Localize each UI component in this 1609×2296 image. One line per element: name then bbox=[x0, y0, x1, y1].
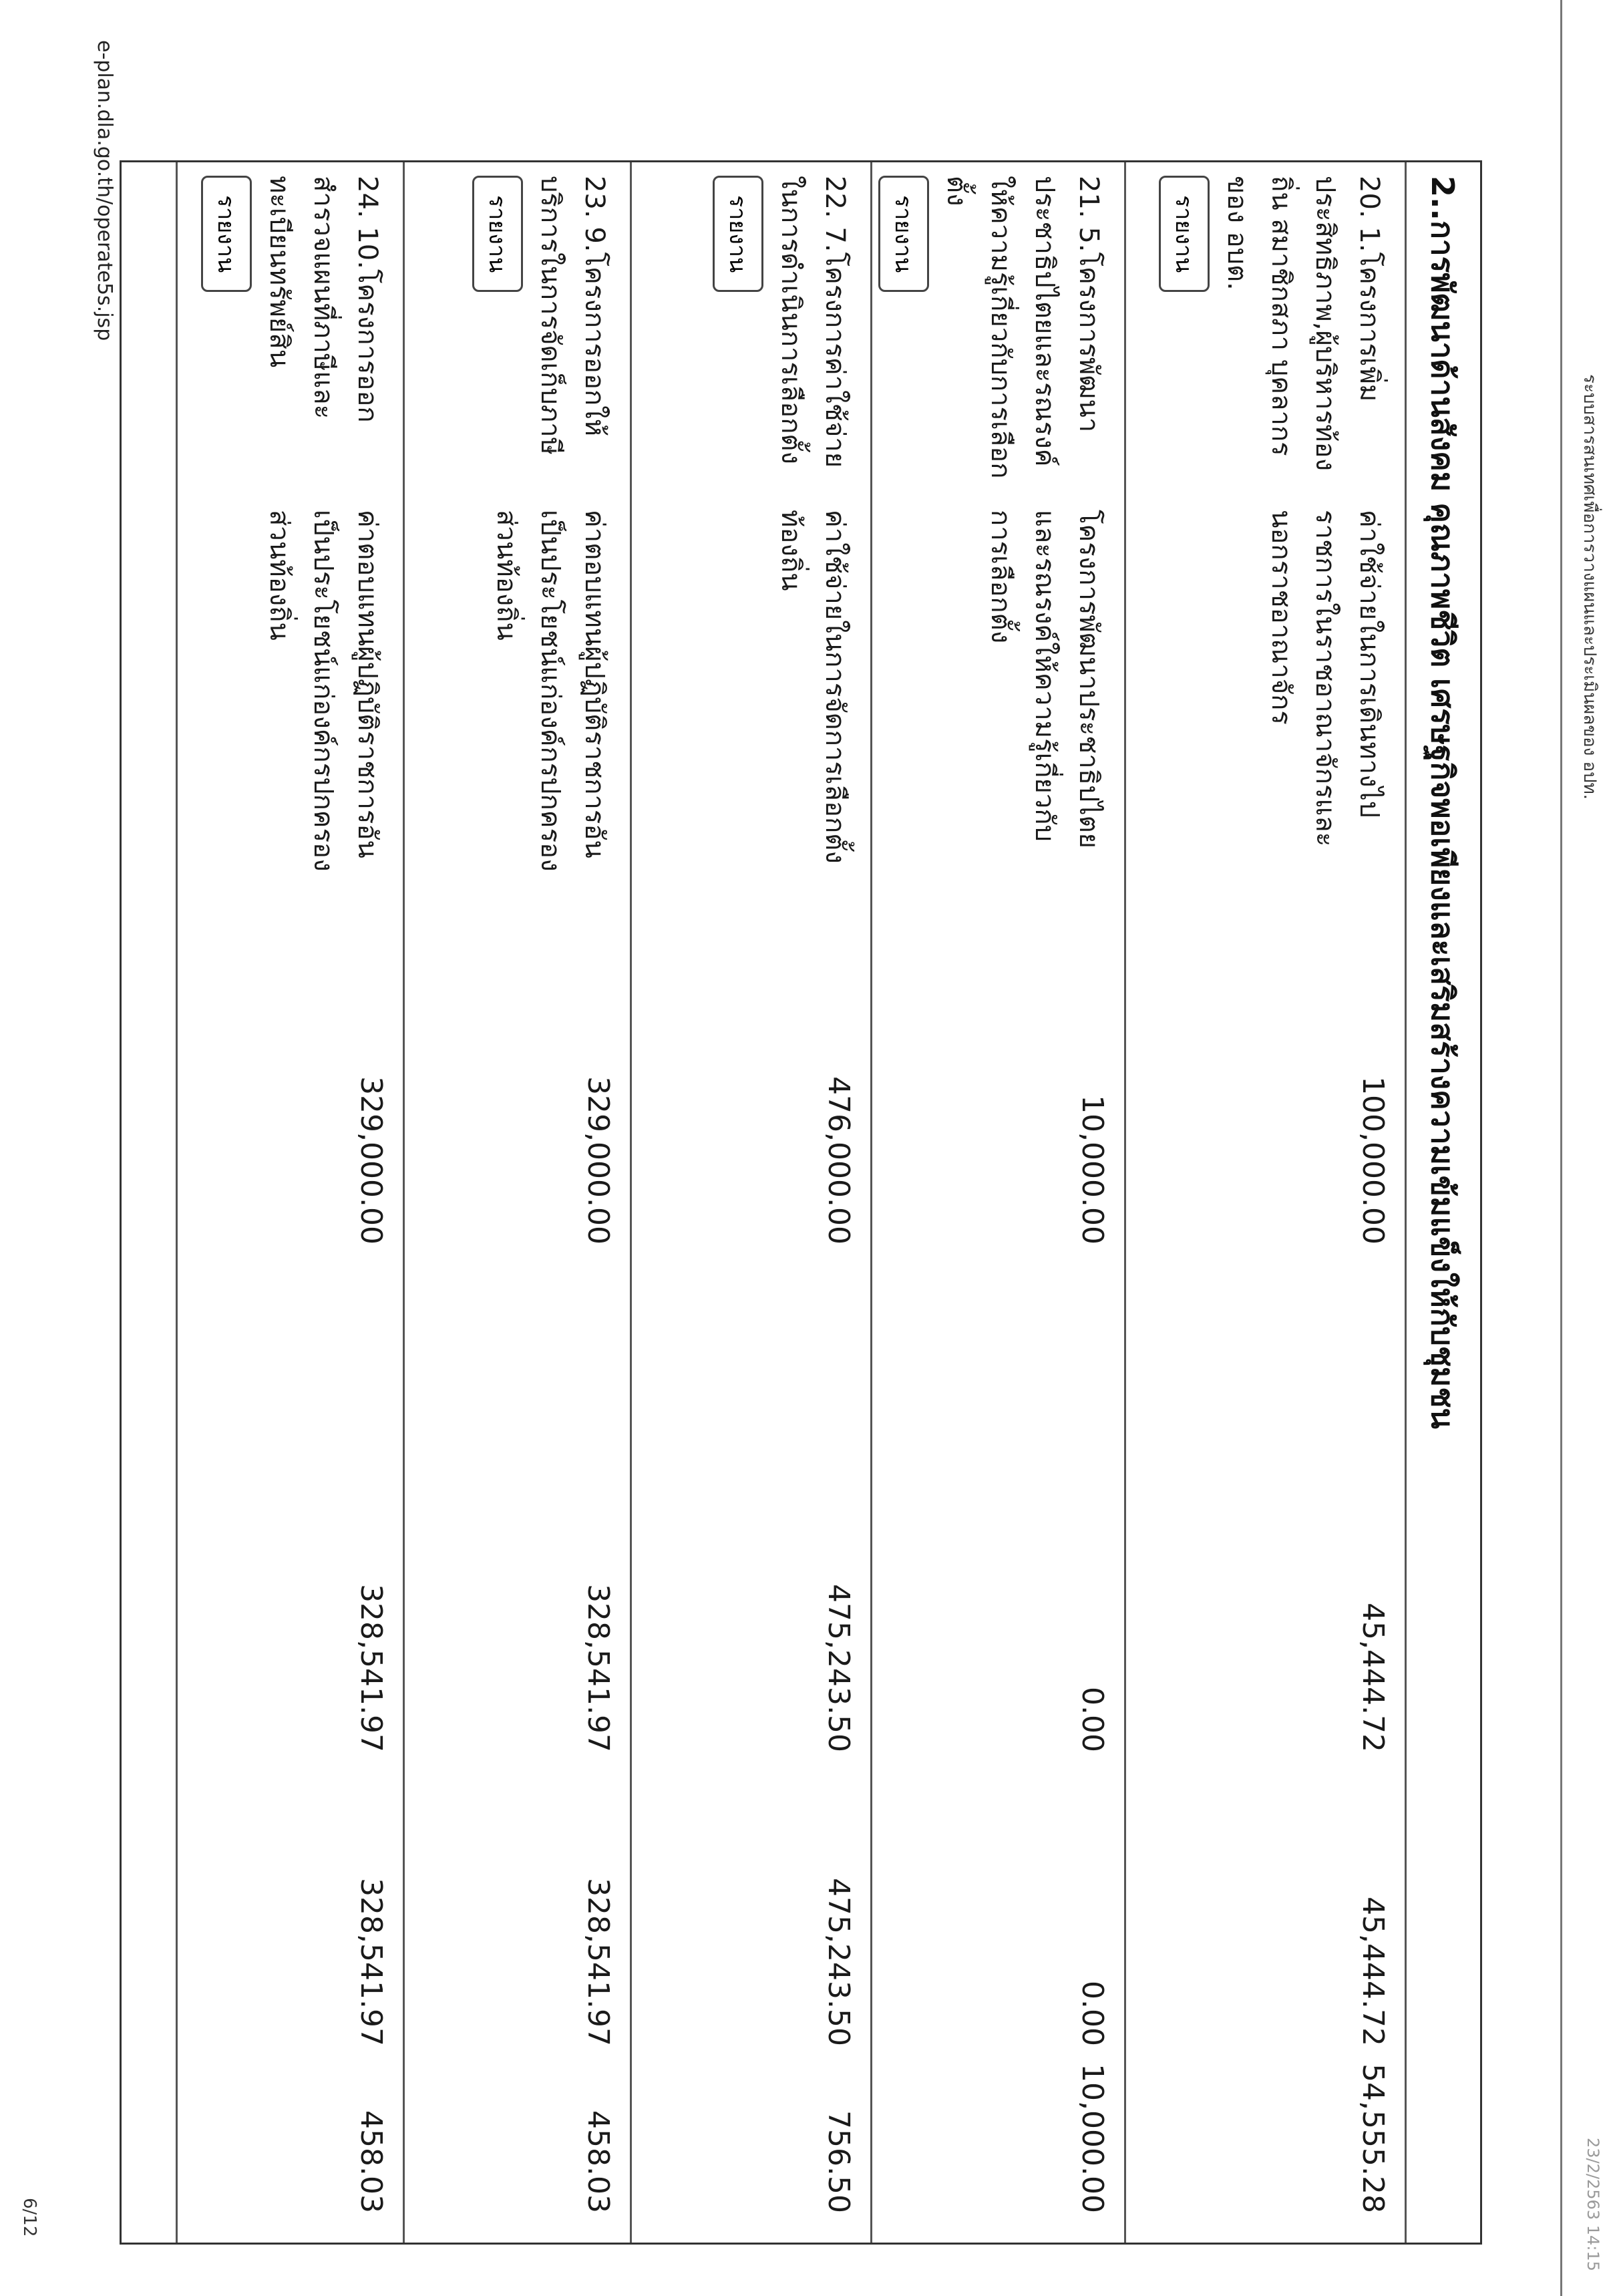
table-row bbox=[178, 162, 405, 2243]
project-name: 22. 7.โครงการค่าใช้จ่ายในการดำเนินการเลือกตั้ง bbox=[775, 176, 850, 468]
remaining-amount: 458.03 bbox=[581, 2110, 615, 2213]
system-title: ระบบสารสนเทศเพื่อการวางแผนและประเมินผลของ อปท. bbox=[1580, 374, 1600, 800]
budget-amount: 329,000.00 bbox=[354, 1076, 388, 1245]
report-button[interactable]: รายงาน bbox=[878, 176, 929, 292]
page-edge-rule bbox=[1560, 0, 1562, 2296]
report-button[interactable]: รายงาน bbox=[1159, 176, 1210, 292]
table-row bbox=[632, 162, 872, 2243]
page-number: 6/12 bbox=[19, 2198, 39, 2237]
remaining-amount: 10,000.00 bbox=[1075, 2064, 1109, 2213]
budget-amount: 476,000.00 bbox=[822, 1076, 856, 1245]
section-title: 2..การพัฒนาด้านสังคม คุณภาพชีวิต เศรษฐกิจพอเพียงและเสริมสร้างความเข้มแข็งให้กับชุมชน bbox=[1425, 176, 1461, 1429]
report-button[interactable]: รายงาน bbox=[713, 176, 763, 292]
project-table bbox=[120, 160, 1482, 2245]
print-date: 23/2/2563 14:15 bbox=[1584, 2138, 1602, 2271]
approved-amount: 328,541.97 bbox=[581, 1584, 615, 1752]
table-row-empty bbox=[122, 162, 178, 2243]
project-name: 23. 9.โครงการออกให้บริการในการจัดเก็บภาษี bbox=[535, 176, 610, 455]
spent-amount: 0.00 bbox=[1075, 1981, 1109, 2046]
project-description: โครงการพัฒนาประชาธิปไตยและรณรงค์ให้ความรู้เกี่ยวกับการเลือกตั้ง bbox=[985, 510, 1104, 849]
remaining-amount: 756.50 bbox=[822, 2110, 856, 2213]
table-row bbox=[405, 162, 632, 2243]
approved-amount: 0.00 bbox=[1075, 1687, 1109, 1752]
spent-amount: 328,541.97 bbox=[581, 1878, 615, 2046]
budget-amount: 10,000.00 bbox=[1075, 1095, 1109, 1245]
spent-amount: 475,243.50 bbox=[822, 1878, 856, 2046]
approved-amount: 45,444.72 bbox=[1356, 1603, 1390, 1752]
footer-url: e-plan.dla.go.th/operate5s.jsp bbox=[93, 40, 116, 341]
approved-amount: 328,541.97 bbox=[354, 1584, 388, 1752]
budget-amount: 100,000.00 bbox=[1356, 1076, 1390, 1245]
budget-amount: 329,000.00 bbox=[581, 1076, 615, 1245]
project-description: ค่าตอบแทนผู้ปฏิบัติราชการอันเป็นประโยชน์แก่องค์กรปกครองส่วนท้องถิ่น bbox=[491, 510, 610, 872]
project-name: 21. 5.โครงการพัฒนาประชาธิปไตยและรณรงค์ให้ความรู้เกี่ยวกับการเลือกตั้ง bbox=[941, 176, 1104, 479]
table-row bbox=[872, 162, 1126, 2243]
approved-amount: 475,243.50 bbox=[822, 1584, 856, 1752]
project-description: ค่าใช้จ่ายในการเดินทางไปราชการในราชอาณาจักรและนอกราชอาณาจักร bbox=[1266, 510, 1385, 847]
spent-amount: 45,444.72 bbox=[1356, 1897, 1390, 2046]
table-row bbox=[1126, 162, 1407, 2243]
project-name: 20. 1.โครงการเพิ่มประสิทธิภาพ,ผู้บริหารท้องถิ่น สมาชิกสภา บุคลากรของ อบต. bbox=[1222, 176, 1385, 472]
project-description: ค่าใช้จ่ายในการจัดการเลือกตั้งท้องถิ่น bbox=[775, 510, 850, 864]
remaining-amount: 54,555.28 bbox=[1356, 2064, 1390, 2213]
project-description: ค่าตอบแทนผู้ปฏิบัติราชการอันเป็นประโยชน์แก่องค์กรปกครองส่วนท้องถิ่น bbox=[264, 510, 383, 872]
project-name: 24. 10.โครงการออกสำรวจแผนที่ภาษีและทะเบียนทรัพย์สิน bbox=[264, 176, 383, 423]
report-button[interactable]: รายงาน bbox=[472, 176, 523, 292]
report-button[interactable]: รายงาน bbox=[201, 176, 252, 292]
remaining-amount: 458.03 bbox=[354, 2110, 388, 2213]
spent-amount: 328,541.97 bbox=[354, 1878, 388, 2046]
